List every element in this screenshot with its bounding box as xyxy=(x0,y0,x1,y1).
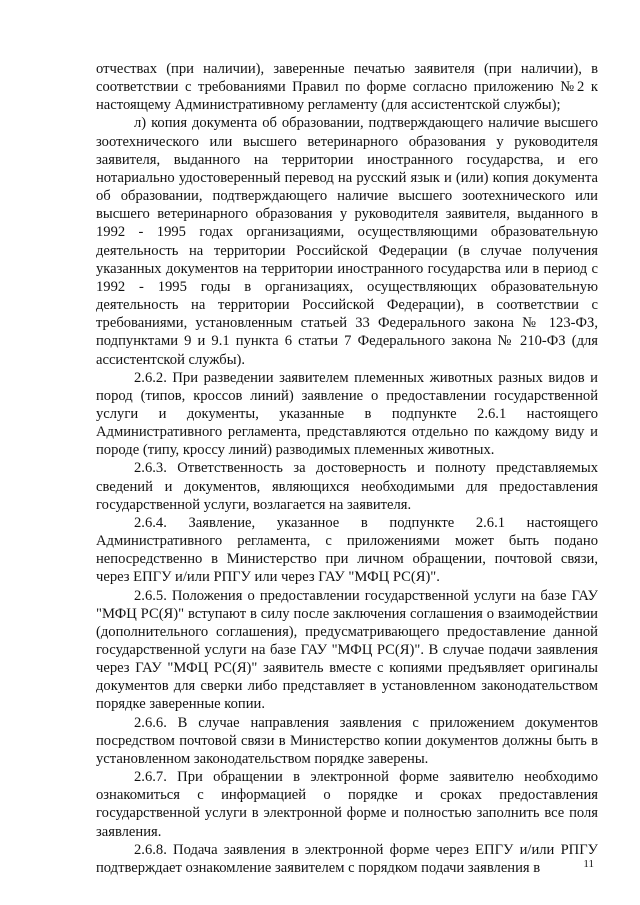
paragraph-2-6-4: 2.6.4. Заявление, указанное в подпункте 2.6.1 настоящего Административного регламента, с приложениями может быть подано непосредственно в Министерство при личном обращении, почтовой связи, через ЕПГУ и/или РПГУ или через ГАУ "МФЦ РС(Я)". xyxy=(96,514,598,586)
paragraph-2-6-5: 2.6.5. Положения о предоставлении государственной услуги на базе ГАУ "МФЦ РС(Я)" вступают в силу после заключения соглашения о взаимодействии (дополнительного соглашения), предусматривающего предоставление данной государственной услуги на базе ГАУ "МФЦ РС(Я)". В случае подачи заявления через ГАУ "МФЦ РС(Я)" заявитель вместе с копиями предъявляет оригиналы документов для сверки либо представляет в установленном законодательством порядке заверенные копии. xyxy=(96,587,598,713)
page-number: 11 xyxy=(583,858,594,870)
paragraph-2-6-8: 2.6.8. Подача заявления в электронной форме через ЕПГУ и/или РПГУ подтверждает ознакомление заявителем с порядком подачи заявления в xyxy=(96,841,598,876)
paragraph-2-6-3: 2.6.3. Ответственность за достоверность и полноту представляемых сведений и документов, являющихся необходимыми для предоставления государственной услуги, возлагается на заявителя. xyxy=(96,460,598,513)
paragraph-continuation: отчествах (при наличии), заверенные печатью заявителя (при наличии), в соответствии с требованиями Правил по форме согласно приложению №2 к настоящему Административному регламенту (для ассистентской службы); xyxy=(96,61,598,114)
paragraph-item-l: л) копия документа об образовании, подтверждающего наличие высшего зоотехнического или высшего ветеринарного образования у руководителя заявителя, выданного на территории иностранного государства, и его нотариально удостоверенный перевод на русский язык и (или) копия документа об образовании, подтверждающего наличие высшего зоотехнического или высшего ветеринарного образования у руководителя заявителя, выданного в 1992 - 1995 годах организациями, осуществляющими образовательную деятельность на территории Российской Федерации (в случае получения указанных документов на территории иностранного государства или в период с 1992 - 1995 годы в организациях, осуществляющих образовательную деятельность на территории Российской Федерации), в соответствии с требованиями, установленным статьей 33 Федерального закона № 123-ФЗ, подпунктами 9 и 9.1 пункта 6 статьи 7 Федерального закона № 210-ФЗ (для ассистентской службы). xyxy=(96,115,598,368)
paragraph-2-6-6: 2.6.6. В случае направления заявления с приложением документов посредством почтовой связи в Министерство копии документов должны быть в установленном законодательством порядке заверены. xyxy=(96,714,598,767)
paragraph-2-6-7: 2.6.7. При обращении в электронной форме заявителю необходимо ознакомиться с информацией о порядке и сроках предоставления государственной услуги в электронной форме и полностью заполнить все поля заявления. xyxy=(96,769,598,840)
paragraph-2-6-2: 2.6.2. При разведении заявителем племенных животных разных видов и пород (типов, кроссов линий) заявление о предоставлении государственной услуги и документы, указанные в подпункте 2.6.1 настоящего Административного регламента, представляются отдельно по каждому виду и породе (типу, кроссу линий) разводимых племенных животных. xyxy=(96,369,598,459)
